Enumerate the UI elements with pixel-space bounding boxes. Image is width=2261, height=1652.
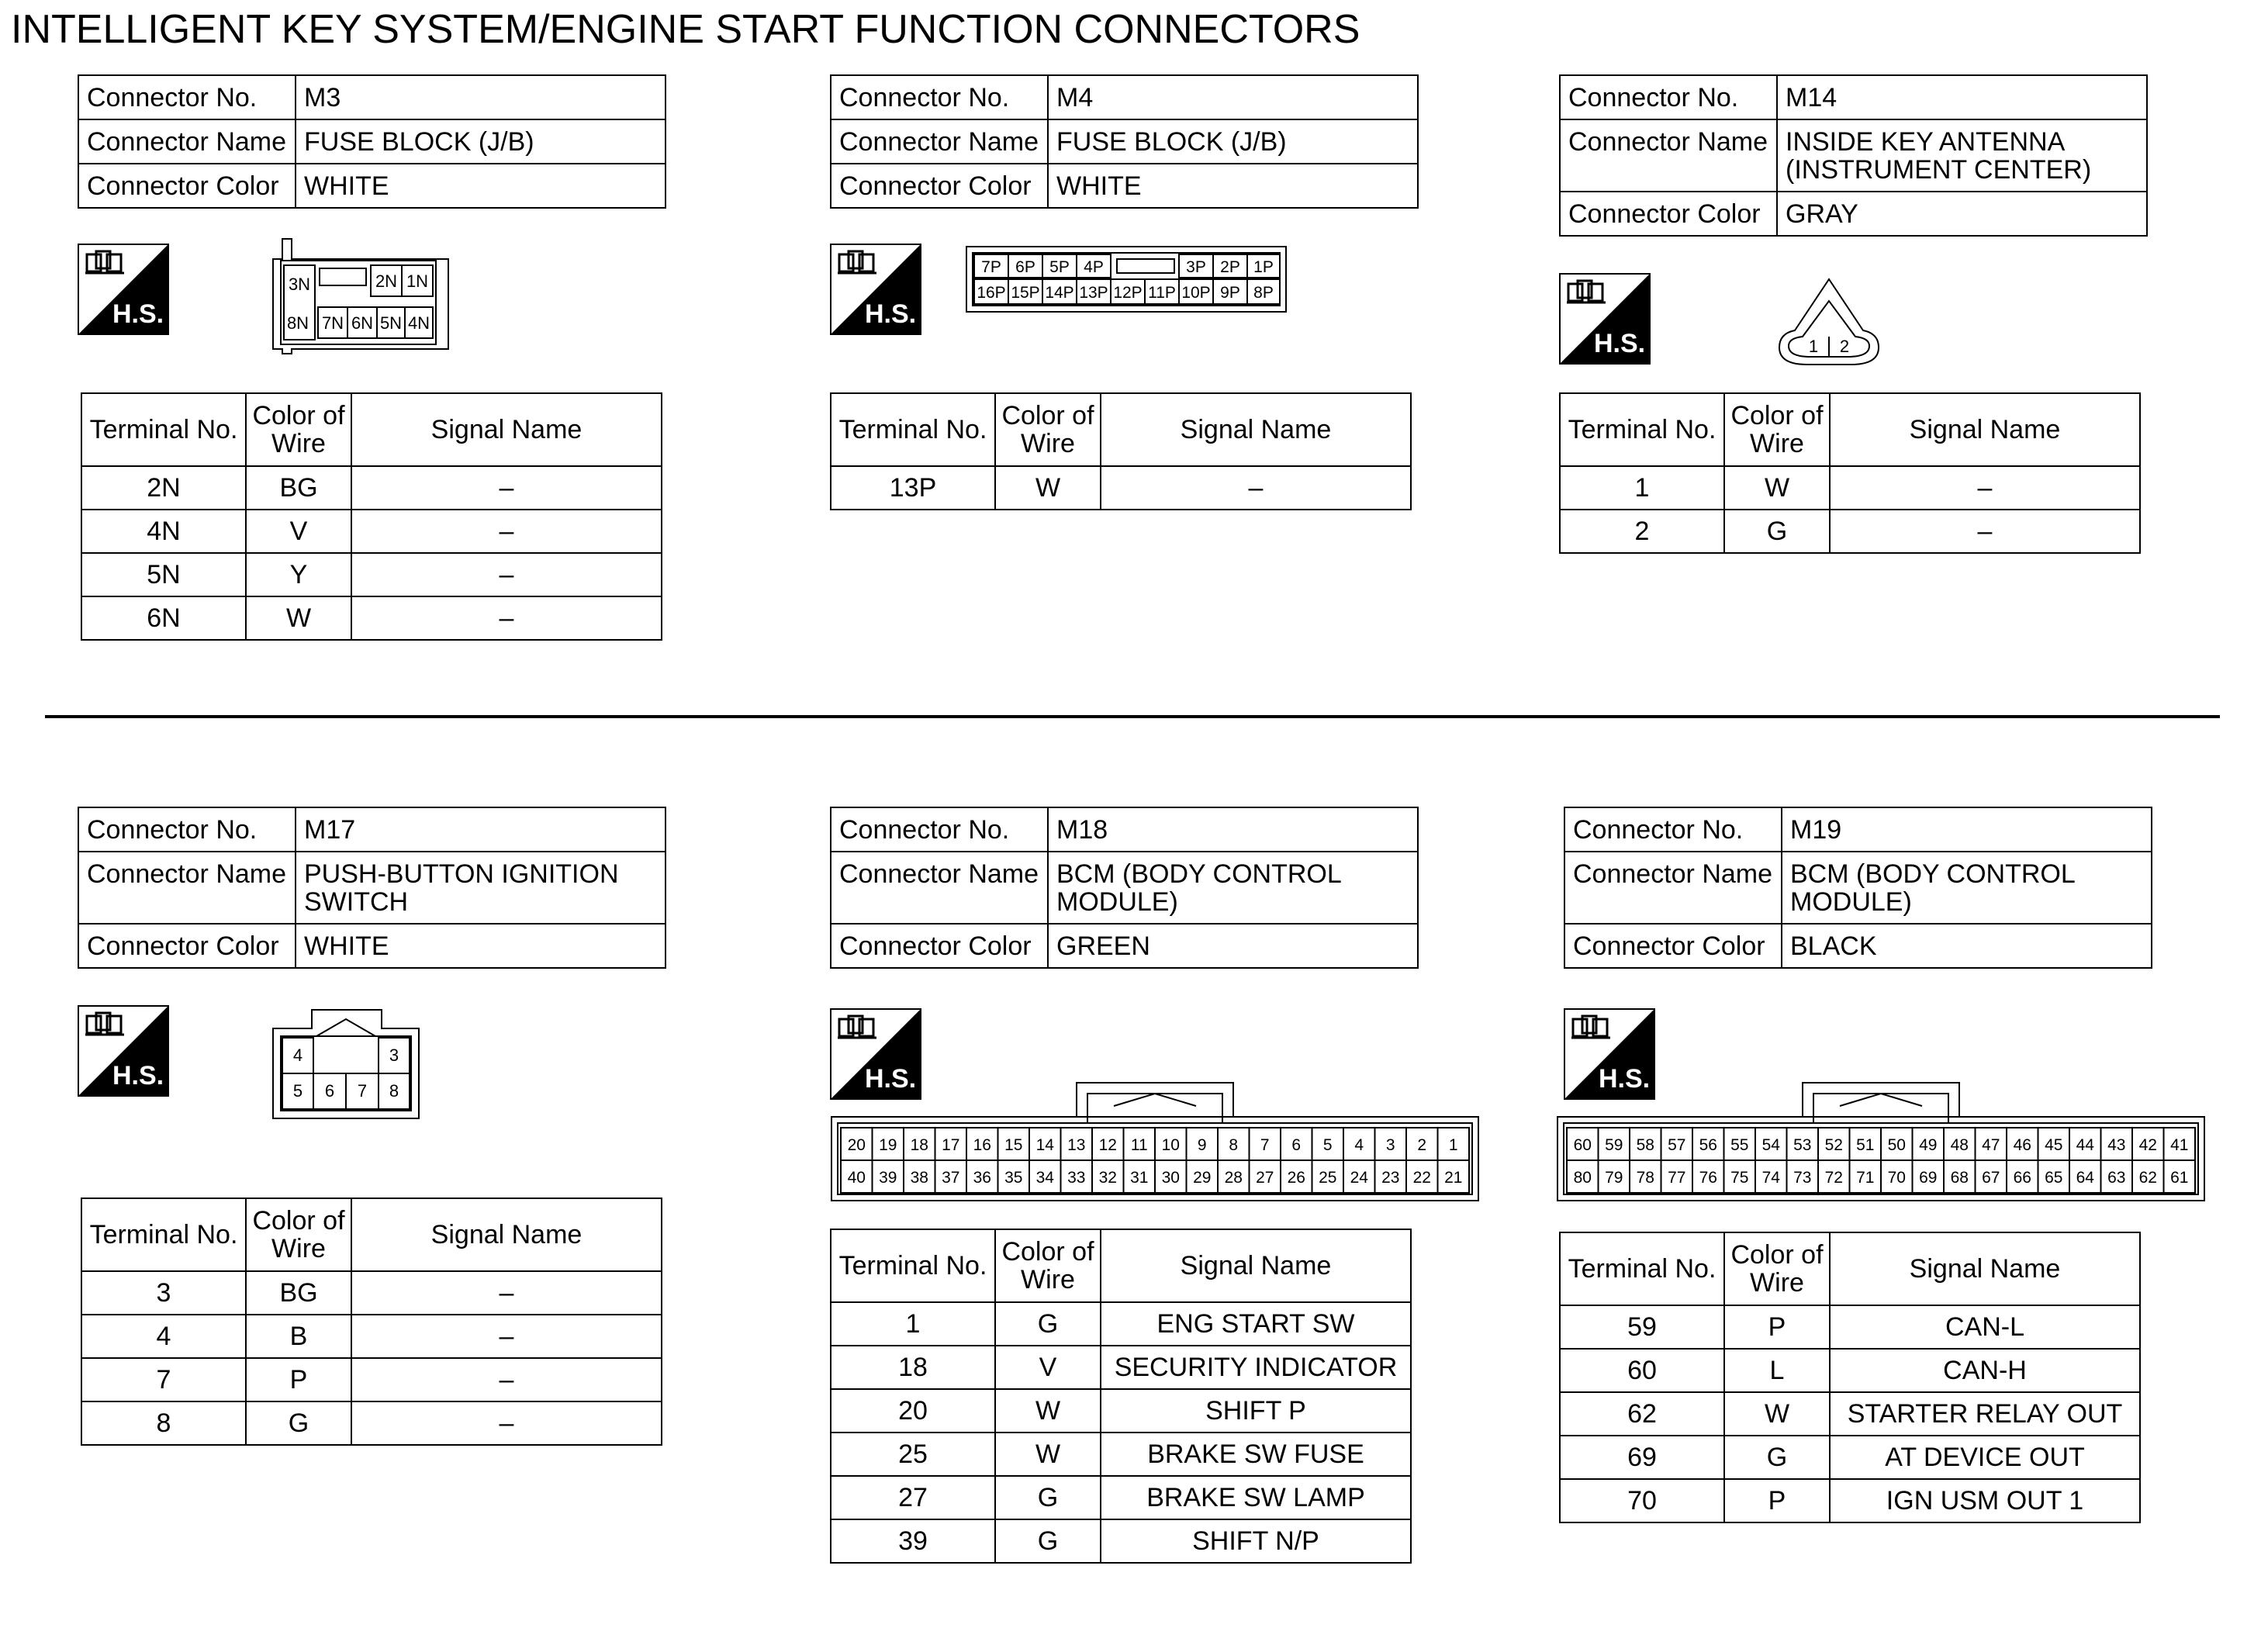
pin-label: 1 <box>1808 337 1819 356</box>
pin-label: 18 <box>910 1136 928 1154</box>
signal-name: – <box>351 466 662 510</box>
terminal-table <box>81 392 662 641</box>
table-row <box>1560 466 2140 510</box>
pin-label: 6 <box>1291 1136 1302 1154</box>
connector-info-table <box>1564 807 2152 969</box>
signal-name: – <box>1101 466 1411 510</box>
wire-color-header: Color of Wire <box>995 393 1101 466</box>
pin-label: 1 <box>1448 1136 1458 1154</box>
table-row <box>81 1315 662 1358</box>
pin-label: 64 <box>2076 1169 2094 1187</box>
wire-color-header: Color of Wire <box>246 1198 351 1271</box>
terminal-no: 2 <box>1560 510 1724 553</box>
wire-color: W <box>1724 466 1830 510</box>
connector-color-value: WHITE <box>1048 164 1418 208</box>
pin-label: 16 <box>973 1136 991 1154</box>
pin-label: 1P <box>1253 258 1274 276</box>
connector-name-label: Connector Name <box>1564 852 1782 924</box>
hs-label: H.S. <box>1598 1064 1651 1094</box>
pin-label: 8 <box>1229 1136 1239 1154</box>
pin-label: 10 <box>1161 1136 1180 1154</box>
wire-color: BG <box>246 466 351 510</box>
pin-label: 31 <box>1130 1169 1149 1187</box>
pin-label: 45 <box>2045 1136 2063 1154</box>
connector-name-value: INSIDE KEY ANTENNA (INSTRUMENT CENTER) <box>1777 119 2147 192</box>
connector-m17 <box>78 807 666 969</box>
table-row <box>831 1346 1411 1389</box>
connector-face-diagram <box>1776 276 1882 369</box>
terminal-no: 70 <box>1560 1479 1724 1522</box>
connector-no-value: M14 <box>1777 75 2147 119</box>
terminal-table <box>830 1229 1412 1564</box>
pin-label: 37 <box>942 1169 960 1187</box>
harness-side-icon <box>830 244 921 335</box>
terminal-no: 2N <box>81 466 246 510</box>
pin-label: 48 <box>1950 1136 1969 1154</box>
terminal-no: 1 <box>1560 466 1724 510</box>
connector-color-label: Connector Color <box>78 164 296 208</box>
pin-label: 24 <box>1350 1169 1368 1187</box>
pin-label: 63 <box>2107 1169 2126 1187</box>
pin-label: 50 <box>1887 1136 1906 1154</box>
wire-color: L <box>1724 1349 1830 1392</box>
pin-label: 35 <box>1004 1169 1023 1187</box>
wire-color: P <box>246 1358 351 1401</box>
table-row <box>81 1401 662 1445</box>
connector-color-value: BLACK <box>1782 924 2152 968</box>
table-row <box>1560 1305 2140 1349</box>
pin-label: 29 <box>1193 1169 1212 1187</box>
table-row <box>831 1519 1411 1563</box>
pin-label: 11 <box>1130 1136 1148 1154</box>
pin-label: 5N <box>379 313 403 333</box>
pin-label: 7P <box>981 258 1001 276</box>
pin-label: 65 <box>2045 1169 2063 1187</box>
terminal-no: 5N <box>81 553 246 596</box>
pin-label: 54 <box>1761 1136 1780 1154</box>
connector-no-label: Connector No. <box>831 75 1048 119</box>
wire-color: W <box>995 1389 1101 1433</box>
pin-label: 40 <box>847 1169 866 1187</box>
connector-m18 <box>830 807 1419 969</box>
terminal-no: 59 <box>1560 1305 1724 1349</box>
table-row <box>81 1271 662 1315</box>
signal-name: IGN USM OUT 1 <box>1830 1479 2140 1522</box>
connector-info-table <box>1559 74 2148 237</box>
signal-name: SHIFT P <box>1101 1389 1411 1433</box>
connector-face-diagram <box>271 1005 422 1121</box>
table-row <box>831 466 1411 510</box>
bcm-connector-face-diagram-m18 <box>830 1078 1480 1204</box>
terminal-no: 60 <box>1560 1349 1724 1392</box>
connector-name-label: Connector Name <box>1560 119 1777 192</box>
terminal-no-header: Terminal No. <box>831 393 995 466</box>
pin-label: 66 <box>2013 1169 2031 1187</box>
terminal-no: 3 <box>81 1271 246 1315</box>
signal-name: – <box>1830 510 2140 553</box>
pin-label: 15P <box>1011 284 1040 302</box>
pin-label: 4P <box>1084 258 1104 276</box>
connector-m19 <box>1564 807 2152 969</box>
pin-label: 16P <box>977 284 1006 302</box>
signal-name: – <box>351 1315 662 1358</box>
connector-info-table <box>830 74 1419 209</box>
wire-color: W <box>1724 1392 1830 1436</box>
wire-color-header: Color of Wire <box>1724 1232 1830 1305</box>
pin-label: 62 <box>2138 1169 2157 1187</box>
pin-label: 7 <box>1260 1136 1270 1154</box>
signal-name: CAN-H <box>1830 1349 2140 1392</box>
pin-label: 8N <box>286 313 309 333</box>
terminal-no: 69 <box>1560 1436 1724 1479</box>
wire-color: BG <box>246 1271 351 1315</box>
pin-label: 7N <box>321 313 344 333</box>
harness-side-icon <box>1559 273 1651 365</box>
pin-label: 3 <box>1385 1136 1395 1154</box>
wire-color: Y <box>246 553 351 596</box>
pin-label: 2P <box>1220 258 1240 276</box>
connector-face-diagram <box>268 237 455 355</box>
connector-name-label: Connector Name <box>78 852 296 924</box>
pin-label: 14 <box>1035 1136 1054 1154</box>
terminal-no: 8 <box>81 1401 246 1445</box>
pin-label: 36 <box>973 1169 991 1187</box>
pin-label: 8P <box>1253 284 1274 302</box>
pin-label: 56 <box>1699 1136 1717 1154</box>
wire-color: W <box>995 1433 1101 1476</box>
connector-no-label: Connector No. <box>831 807 1048 852</box>
pin-label: 68 <box>1950 1169 1969 1187</box>
connector-no-value: M18 <box>1048 807 1418 852</box>
connector-color-value: GREEN <box>1048 924 1418 968</box>
hs-label: H.S. <box>1593 329 1646 358</box>
pin-label: 3 <box>389 1045 399 1065</box>
wire-color-header: Color of Wire <box>995 1229 1101 1302</box>
signal-name-header: Signal Name <box>1101 393 1411 466</box>
connector-info-table <box>78 74 666 209</box>
pin-label: 41 <box>2170 1136 2189 1154</box>
connector-color-label: Connector Color <box>1560 192 1777 236</box>
pin-label: 75 <box>1730 1169 1749 1187</box>
pin-label: 2 <box>1839 337 1850 356</box>
pin-label: 1N <box>406 271 429 291</box>
pin-label: 3N <box>288 275 311 294</box>
wire-color-header: Color of Wire <box>246 393 351 466</box>
wire-color: G <box>1724 510 1830 553</box>
pin-label: 11P <box>1148 284 1176 302</box>
hs-label: H.S. <box>864 299 917 329</box>
pin-label: 44 <box>2076 1136 2094 1154</box>
pin-label: 2 <box>1417 1136 1427 1154</box>
page-title: INTELLIGENT KEY SYSTEM/ENGINE START FUNCTION CONNECTORS <box>11 7 1360 52</box>
connector-no-label: Connector No. <box>1560 75 1777 119</box>
wire-color: P <box>1724 1479 1830 1522</box>
table-row <box>81 553 662 596</box>
terminal-no-header: Terminal No. <box>81 393 246 466</box>
terminal-no-header: Terminal No. <box>1560 393 1724 466</box>
table-row <box>81 510 662 553</box>
signal-name: – <box>351 1401 662 1445</box>
pin-label: 38 <box>910 1169 928 1187</box>
connector-info-table <box>78 807 666 969</box>
signal-name-header: Signal Name <box>1830 393 2140 466</box>
pin-label: 27 <box>1256 1169 1274 1187</box>
pin-label: 70 <box>1887 1169 1906 1187</box>
connector-color-value: WHITE <box>296 924 666 968</box>
hs-label: H.S. <box>112 299 164 329</box>
table-row <box>1560 510 2140 553</box>
connector-color-value: WHITE <box>296 164 666 208</box>
signal-name-header: Signal Name <box>351 393 662 466</box>
terminal-no: 20 <box>831 1389 995 1433</box>
signal-name: ENG START SW <box>1101 1302 1411 1346</box>
connector-name-value: FUSE BLOCK (J/B) <box>1048 119 1418 164</box>
pin-label: 5P <box>1049 258 1070 276</box>
signal-name: – <box>1830 466 2140 510</box>
signal-name-header: Signal Name <box>1101 1229 1411 1302</box>
signal-name: – <box>351 1358 662 1401</box>
wire-color: G <box>246 1401 351 1445</box>
signal-name: BRAKE SW LAMP <box>1101 1476 1411 1519</box>
wire-color: G <box>995 1302 1101 1346</box>
wire-color: V <box>995 1346 1101 1389</box>
pin-label: 13P <box>1079 284 1108 302</box>
wire-color: G <box>1724 1436 1830 1479</box>
connector-no-label: Connector No. <box>78 75 296 119</box>
pin-label: 46 <box>2013 1136 2031 1154</box>
wire-color: G <box>995 1519 1101 1563</box>
signal-name: BRAKE SW FUSE <box>1101 1433 1411 1476</box>
connector-name-value: BCM (BODY CONTROL MODULE) <box>1048 852 1418 924</box>
pin-label: 32 <box>1098 1169 1117 1187</box>
pin-label: 58 <box>1636 1136 1654 1154</box>
connector-no-value: M4 <box>1048 75 1418 119</box>
table-row <box>831 1476 1411 1519</box>
pin-label: 5 <box>292 1081 303 1101</box>
pin-label: 8 <box>389 1081 399 1101</box>
table-row <box>831 1433 1411 1476</box>
signal-name-header: Signal Name <box>1830 1232 2140 1305</box>
pin-label: 13 <box>1067 1136 1086 1154</box>
pin-label: 59 <box>1605 1136 1623 1154</box>
pin-label: 69 <box>1919 1169 1938 1187</box>
wire-color: P <box>1724 1305 1830 1349</box>
table-row <box>81 1358 662 1401</box>
signal-name-header: Signal Name <box>351 1198 662 1271</box>
pin-label: 25 <box>1319 1169 1337 1187</box>
terminal-no: 39 <box>831 1519 995 1563</box>
connector-face-diagram <box>965 245 1291 315</box>
connector-m14 <box>1559 74 2148 237</box>
terminal-no: 18 <box>831 1346 995 1389</box>
pin-label: 53 <box>1793 1136 1812 1154</box>
pin-label: 21 <box>1444 1169 1463 1187</box>
harness-side-icon <box>78 244 169 335</box>
pin-label: 4 <box>292 1045 303 1065</box>
pin-label: 34 <box>1035 1169 1054 1187</box>
terminal-no-header: Terminal No. <box>831 1229 995 1302</box>
pin-label: 78 <box>1636 1169 1654 1187</box>
terminal-no: 27 <box>831 1476 995 1519</box>
connector-no-label: Connector No. <box>78 807 296 852</box>
hs-label: H.S. <box>864 1064 917 1094</box>
pin-label: 2N <box>375 271 398 291</box>
pin-label: 12P <box>1113 284 1143 302</box>
terminal-table <box>1559 392 2141 554</box>
pin-label: 61 <box>2170 1169 2189 1187</box>
pin-label: 19 <box>879 1136 897 1154</box>
terminal-no: 62 <box>1560 1392 1724 1436</box>
harness-side-icon <box>78 1005 169 1097</box>
pin-label: 6N <box>351 313 374 333</box>
pin-label: 67 <box>1982 1169 2000 1187</box>
pin-label: 79 <box>1605 1169 1623 1187</box>
connector-name-label: Connector Name <box>831 119 1048 164</box>
pin-label: 10P <box>1181 284 1211 302</box>
connector-no-value: M19 <box>1782 807 2152 852</box>
terminal-table <box>81 1198 662 1446</box>
signal-name: – <box>351 596 662 640</box>
terminal-no: 4N <box>81 510 246 553</box>
terminal-no: 13P <box>831 466 995 510</box>
connector-name-value: PUSH-BUTTON IGNITION SWITCH <box>296 852 666 924</box>
pin-label: 26 <box>1287 1169 1305 1187</box>
terminal-no-header: Terminal No. <box>81 1198 246 1271</box>
connector-color-value: GRAY <box>1777 192 2147 236</box>
pin-label: 3P <box>1186 258 1206 276</box>
table-row <box>1560 1392 2140 1436</box>
connector-color-label: Connector Color <box>831 924 1048 968</box>
pin-label: 5 <box>1322 1136 1333 1154</box>
bcm-connector-face-diagram-m19 <box>1556 1078 2206 1204</box>
pin-label: 49 <box>1919 1136 1938 1154</box>
terminal-table <box>830 392 1412 510</box>
table-row <box>1560 1436 2140 1479</box>
pin-label: 33 <box>1067 1169 1086 1187</box>
pin-label: 12 <box>1098 1136 1117 1154</box>
pin-label: 74 <box>1761 1169 1780 1187</box>
wire-color: W <box>995 466 1101 510</box>
pin-label: 23 <box>1381 1169 1400 1187</box>
signal-name: SHIFT N/P <box>1101 1519 1411 1563</box>
table-row <box>1560 1479 2140 1522</box>
connector-name-value: FUSE BLOCK (J/B) <box>296 119 666 164</box>
terminal-table <box>1559 1232 2141 1523</box>
pin-label: 39 <box>879 1169 897 1187</box>
connector-m4 <box>830 74 1419 209</box>
pin-label: 4N <box>407 313 430 333</box>
pin-label: 9 <box>1197 1136 1207 1154</box>
signal-name: CAN-L <box>1830 1305 2140 1349</box>
table-row <box>831 1389 1411 1433</box>
signal-name: – <box>351 510 662 553</box>
pin-label: 30 <box>1161 1169 1180 1187</box>
pin-label: 57 <box>1668 1136 1686 1154</box>
signal-name: – <box>351 1271 662 1315</box>
connector-no-label: Connector No. <box>1564 807 1782 852</box>
connector-name-value: BCM (BODY CONTROL MODULE) <box>1782 852 2152 924</box>
signal-name: SECURITY INDICATOR <box>1101 1346 1411 1389</box>
connector-color-label: Connector Color <box>831 164 1048 208</box>
pin-label: 77 <box>1668 1169 1686 1187</box>
pin-label: 52 <box>1824 1136 1843 1154</box>
connector-info-table <box>830 807 1419 969</box>
hs-label: H.S. <box>112 1061 164 1090</box>
pin-label: 47 <box>1982 1136 2000 1154</box>
pin-label: 73 <box>1793 1169 1812 1187</box>
pin-label: 43 <box>2107 1136 2126 1154</box>
wire-color-header: Color of Wire <box>1724 393 1830 466</box>
wire-color: B <box>246 1315 351 1358</box>
pin-label: 9P <box>1220 284 1240 302</box>
pin-label: 4 <box>1354 1136 1364 1154</box>
pin-label: 6 <box>324 1081 335 1101</box>
connector-name-label: Connector Name <box>78 119 296 164</box>
table-row <box>1560 1349 2140 1392</box>
wire-color: V <box>246 510 351 553</box>
pin-label: 20 <box>847 1136 866 1154</box>
pin-label: 28 <box>1224 1169 1243 1187</box>
terminal-no: 4 <box>81 1315 246 1358</box>
wire-color: W <box>246 596 351 640</box>
pin-label: 15 <box>1004 1136 1023 1154</box>
pin-label: 71 <box>1856 1169 1875 1187</box>
connector-color-label: Connector Color <box>78 924 296 968</box>
pin-label: 14P <box>1045 284 1074 302</box>
connector-m3 <box>78 74 666 209</box>
connector-color-label: Connector Color <box>1564 924 1782 968</box>
pin-label: 55 <box>1730 1136 1749 1154</box>
terminal-no: 7 <box>81 1358 246 1401</box>
table-row <box>831 1302 1411 1346</box>
terminal-no-header: Terminal No. <box>1560 1232 1724 1305</box>
terminal-no: 25 <box>831 1433 995 1476</box>
pin-label: 17 <box>942 1136 960 1154</box>
pin-label: 76 <box>1699 1169 1717 1187</box>
signal-name: STARTER RELAY OUT <box>1830 1392 2140 1436</box>
pin-label: 51 <box>1856 1136 1875 1154</box>
connector-no-value: M17 <box>296 807 666 852</box>
pin-label: 72 <box>1824 1169 1843 1187</box>
pin-label: 42 <box>2138 1136 2157 1154</box>
signal-name: AT DEVICE OUT <box>1830 1436 2140 1479</box>
pin-label: 6P <box>1015 258 1035 276</box>
pin-label: 22 <box>1412 1169 1431 1187</box>
signal-name: – <box>351 553 662 596</box>
terminal-no: 1 <box>831 1302 995 1346</box>
section-divider <box>45 715 2220 718</box>
terminal-no: 6N <box>81 596 246 640</box>
connector-name-label: Connector Name <box>831 852 1048 924</box>
pin-label: 60 <box>1573 1136 1592 1154</box>
pin-label: 80 <box>1573 1169 1592 1187</box>
pin-label: 7 <box>357 1081 368 1101</box>
table-row <box>81 596 662 640</box>
wire-color: G <box>995 1476 1101 1519</box>
table-row <box>81 466 662 510</box>
connector-no-value: M3 <box>296 75 666 119</box>
